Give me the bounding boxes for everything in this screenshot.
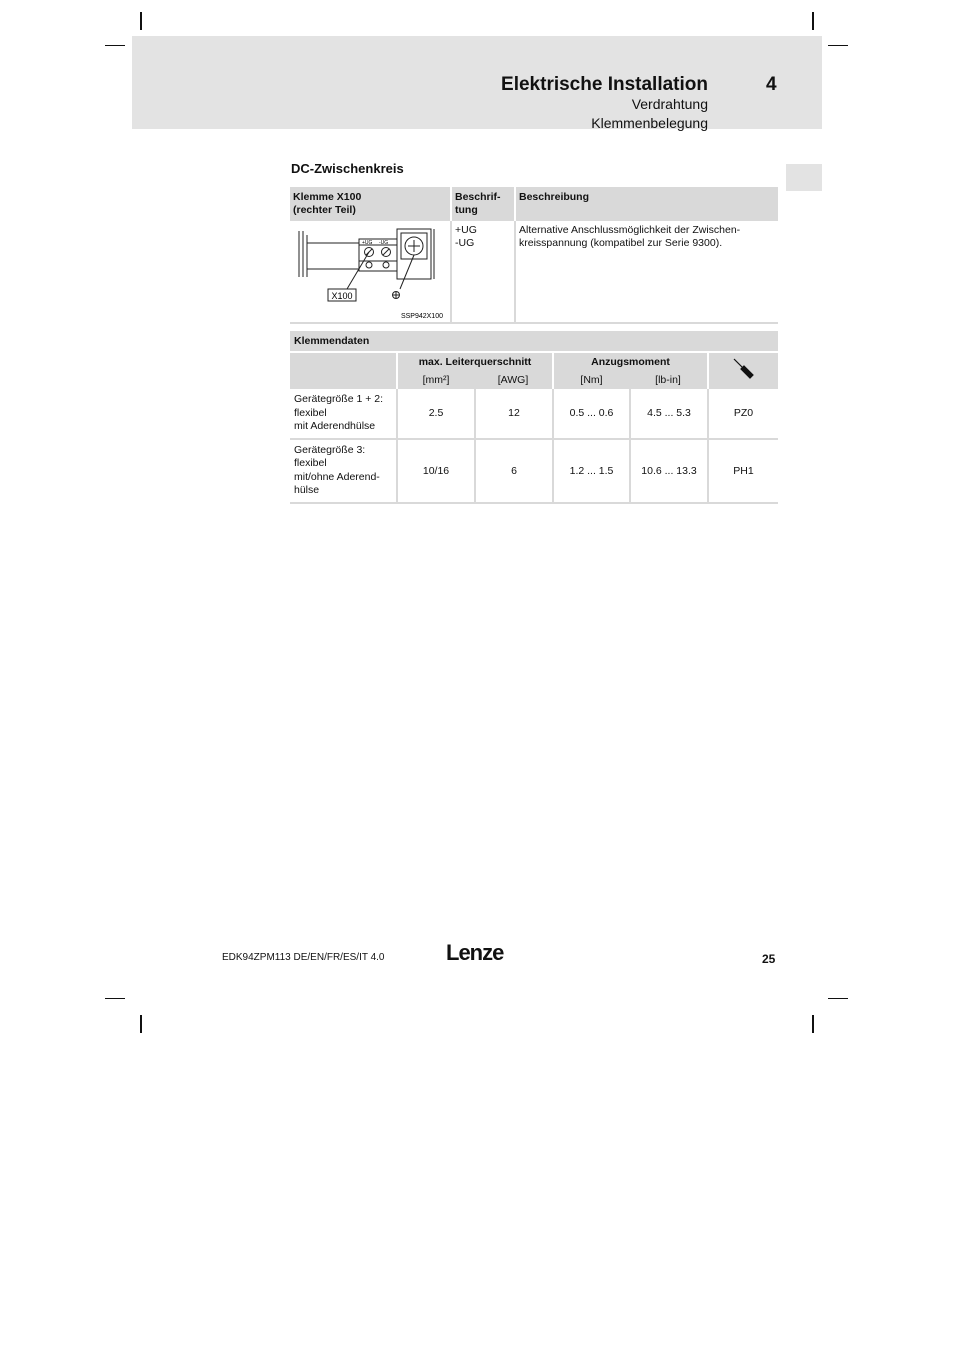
cell-mm2: 10/16 — [396, 440, 474, 504]
cell-nm: 1.2 ... 1.5 — [552, 440, 629, 504]
cell-awg: 6 — [474, 440, 552, 504]
crop-mark — [828, 998, 848, 999]
lenze-logo: Lenze — [446, 940, 504, 965]
chapter-title: Elektrische Installation — [501, 74, 708, 95]
crop-mark — [812, 1015, 814, 1033]
row-label-line: Gerätegröße 1 + 2: — [294, 393, 384, 405]
row-label — [290, 440, 396, 504]
terminal-table-header — [290, 187, 778, 221]
row-label-line: hülse — [294, 484, 320, 496]
header-beschreibung: Beschreibung — [514, 187, 778, 221]
label-plus-ug: +UG — [455, 224, 477, 236]
x100-label: X100 — [331, 291, 353, 301]
group-header-row — [290, 353, 778, 371]
table-row — [290, 440, 778, 504]
terminal-table — [290, 187, 778, 324]
row-label-line: flexibel — [294, 406, 327, 419]
row-label-line: mit/ohne Aderend- — [294, 470, 380, 483]
description-cell — [514, 221, 778, 324]
row-label — [290, 389, 396, 440]
cell-lbin: 10.6 ... 13.3 — [629, 440, 707, 504]
row-label-line: flexibel — [294, 457, 327, 469]
header-torque: Anzugsmoment — [552, 353, 707, 371]
crop-mark — [140, 1015, 142, 1033]
header-klemme-line2: (rechter Teil) — [293, 204, 356, 216]
subtitle-klemmenbelegung: Klemmenbelegung — [591, 115, 708, 131]
crop-mark — [140, 12, 142, 30]
table-row — [290, 221, 778, 324]
pin-label-plus: +UG — [362, 240, 373, 246]
terminal-figure — [293, 225, 447, 320]
row-label-line: Gerätegröße 3: — [294, 443, 366, 456]
cell-nm: 0.5 ... 0.6 — [552, 389, 629, 440]
crop-mark — [105, 998, 125, 999]
cell-lbin: 4.5 ... 5.3 — [629, 389, 707, 440]
footer-doc-id: EDK94ZPM113 DE/EN/FR/ES/IT 4.0 — [222, 952, 385, 963]
cell-tool: PH1 — [707, 440, 778, 504]
klemmendaten-title: Klemmendaten — [290, 331, 778, 351]
label-minus-ug: -UG — [455, 237, 475, 249]
table-row — [290, 389, 778, 440]
row-label-line: mit Aderendhülse — [294, 420, 376, 432]
pin-label-minus: -UG — [379, 240, 389, 246]
terminal-figure-cell — [290, 221, 450, 324]
figure-caption: SSP942X100 — [400, 313, 443, 320]
cell-awg: 12 — [474, 389, 552, 440]
crop-mark — [105, 45, 125, 46]
unit-lbin: [lb-in] — [629, 371, 707, 389]
description-line2: kreisspannung (kompatibel zur Serie 9300). — [519, 237, 723, 249]
unit-mm2: [mm²] — [396, 371, 474, 389]
header-band — [132, 36, 822, 129]
klemmendaten-table — [290, 331, 778, 504]
page-number: 25 — [762, 952, 776, 966]
header-cross-section: max. Leiterquerschnitt — [396, 353, 552, 371]
screwdriver-icon — [731, 356, 757, 382]
tool-header — [707, 353, 778, 389]
unit-awg: [AWG] — [474, 371, 552, 389]
cell-tool: PZ0 — [707, 389, 778, 440]
unit-nm: [Nm] — [552, 371, 629, 389]
terminal-drawing — [293, 225, 447, 320]
chapter-side-tab — [786, 164, 822, 191]
chapter-number: 4 — [766, 74, 777, 95]
crop-mark — [828, 45, 848, 46]
row-label-header — [290, 353, 396, 389]
header-beschriftung — [450, 187, 514, 221]
header-beschriftung-line2: tung — [455, 204, 478, 216]
header-klemme — [290, 187, 450, 221]
description-line1: Alternative Anschlussmöglichkeit der Zwischen- — [519, 224, 741, 236]
crop-mark — [812, 12, 814, 30]
beschriftung-cell — [450, 221, 514, 324]
section-title: DC-Zwischenkreis — [291, 161, 404, 176]
header-beschriftung-line1: Beschrif- — [455, 191, 501, 203]
header-klemme-line1: Klemme X100 — [293, 191, 362, 203]
cell-mm2: 2.5 — [396, 389, 474, 440]
subtitle-verdrahtung: Verdrahtung — [631, 96, 708, 112]
